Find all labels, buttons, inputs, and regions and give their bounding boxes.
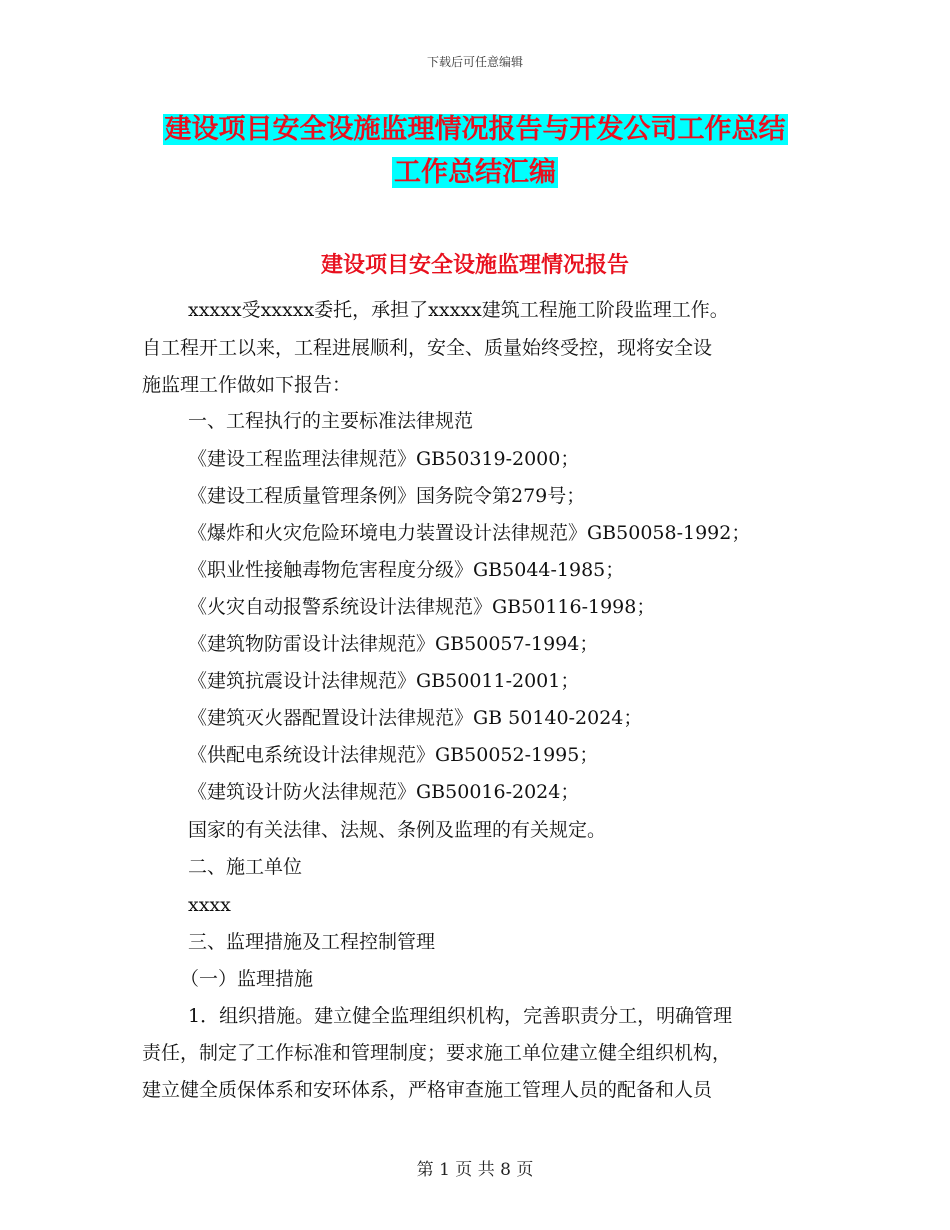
standard-item: 《建筑物防雷设计法律规范》GB50057-1994；: [188, 633, 599, 655]
standard-item: 《供配电系统设计法律规范》GB50052-1995；: [188, 744, 599, 766]
paragraph-line: xxxx: [188, 894, 231, 916]
paragraph-line: 建立健全质保体系和安环体系，严格审查施工管理人员的配备和人员: [142, 1079, 713, 1101]
section-heading: 一、工程执行的主要标准法律规范: [188, 410, 474, 432]
standard-item: 《建设工程质量管理条例》国务院令第279号；: [188, 485, 586, 507]
paragraph-line: 责任，制定了工作标准和管理制度；要求施工单位建立健全组织机构，: [142, 1042, 732, 1064]
paragraph-line: xxxxx受xxxxx委托，承担了xxxxx建筑工程施工阶段监理工作。: [188, 299, 729, 321]
standard-item: 《爆炸和火灾危险环境电力装置设计法律规范》GB50058-1992；: [188, 522, 751, 544]
header-note: 下载后可任意编辑: [426, 55, 523, 69]
standard-item: 《建筑抗震设计法律规范》GB50011-2001；: [188, 670, 580, 692]
standard-item: 《建筑灭火器配置设计法律规范》GB 50140-2024；: [188, 707, 643, 729]
subsection-heading: （一）监理措施: [180, 968, 314, 990]
document-title-line-2: 工作总结汇编: [394, 157, 556, 188]
page-footer: 第 1 页 共 8 页: [416, 1160, 534, 1180]
paragraph-line: 国家的有关法律、法规、条例及监理的有关规定。: [188, 819, 607, 841]
document-title-line-1: 建设项目安全设施监理情况报告与开发公司工作总结: [164, 114, 786, 145]
section-title: 建设项目安全设施监理情况报告: [320, 253, 629, 278]
section-heading: 二、施工单位: [188, 856, 303, 878]
standard-item: 《建设工程监理法律规范》GB50319-2000；: [188, 448, 580, 470]
standard-item: 《建筑设计防火法律规范》GB50016-2024；: [188, 781, 580, 803]
standard-item: 《职业性接触毒物危害程度分级》GB5044-1985；: [188, 559, 625, 581]
section-heading: 三、监理措施及工程控制管理: [188, 931, 436, 953]
paragraph-line: 施监理工作做如下报告：: [142, 374, 352, 396]
standard-item: 《火灾自动报警系统设计法律规范》GB50116-1998；: [188, 596, 656, 618]
paragraph-line: 1．组织措施。建立健全监理组织机构，完善职责分工，明确管理: [188, 1005, 733, 1027]
paragraph-line: 自工程开工以来，工程进展顺利，安全、质量始终受控，现将安全设: [142, 337, 713, 359]
